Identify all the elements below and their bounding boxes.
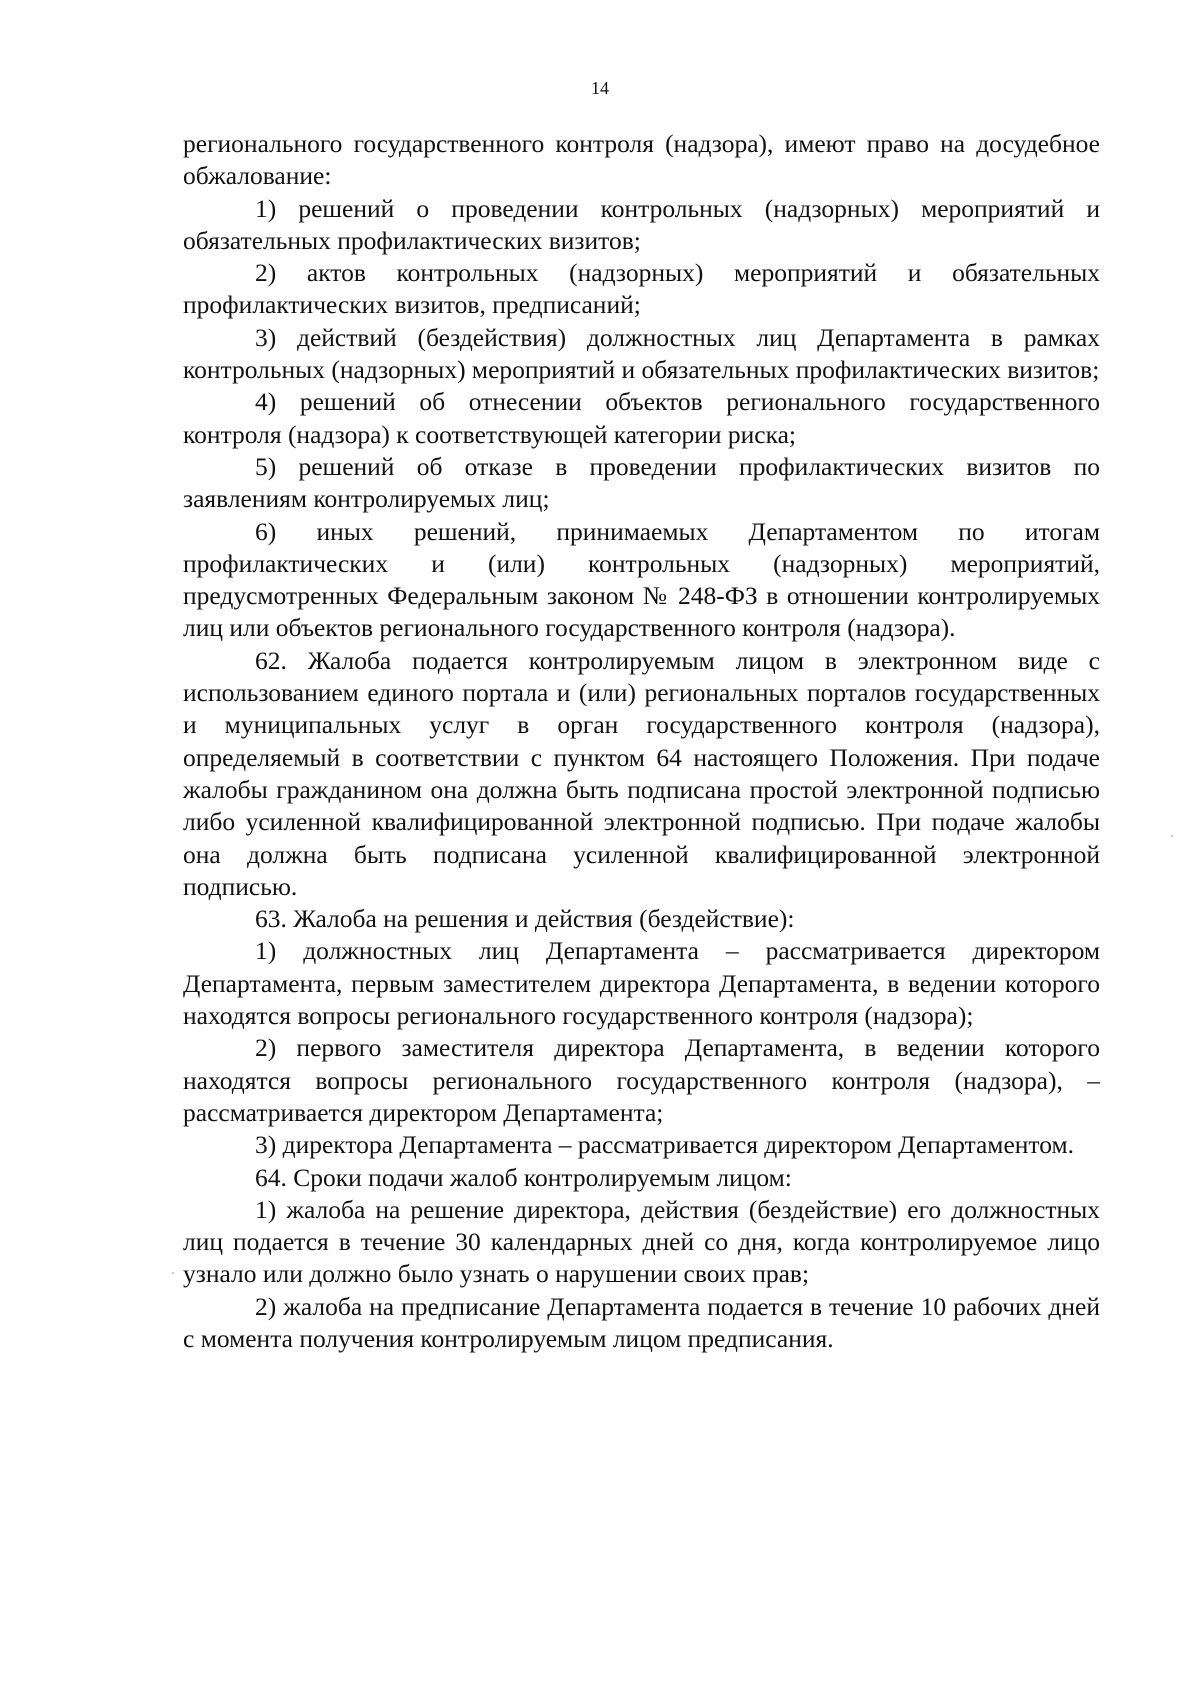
paragraph-item-5: 5) решений об отказе в проведении профилактических визитов по заявлениям контролируемых лиц; bbox=[183, 451, 1100, 514]
paragraph-item-2: 2) актов контрольных (надзорных) мероприятий и обязательных профилактических визитов, предписаний; bbox=[183, 258, 1100, 320]
paragraph-64: 64. Сроки подачи жалоб контролируемым лицом: bbox=[255, 1162, 792, 1192]
paragraph-63-item-2: 2) первого заместителя директора Департамента, в ведении которого находятся вопросы регионального государственного контроля (надзора), – рассматривается директором Департамента; bbox=[183, 1033, 1100, 1127]
paragraph-62: 62. Жалоба подается контролируемым лицом в электронном виде с использованием единого портала и (или) региональных порталов государственных и муниципальных услуг в орган государственного контроля (надзора), определяемый в соответствии с пунктом 64 настоящего Положения. При подаче жалобы гражданином она должна быть подписана простой электронной подписью либо усиленной квалифицированной электронной подписью. При подаче жалобы она должна быть подписана усиленной квалифицированной электронной подписью. bbox=[183, 645, 1100, 901]
paragraph-64-item-2: 2) жалоба на предписание Департамента подается в течение 10 рабочих дней с момента получения контролируемым лицом предписания. bbox=[183, 1291, 1100, 1353]
paragraph-item-1: 1) решений о проведении контрольных (надзорных) мероприятий и обязательных профилактических визитов; bbox=[183, 193, 1100, 255]
scan-speck bbox=[1171, 835, 1173, 837]
paragraph-item-3: 3) действий (бездействия) должностных лиц Департамента в рамках контрольных (надзорных) мероприятий и обязательных профилактических визитов; bbox=[183, 322, 1100, 385]
scan-speck bbox=[172, 1272, 174, 1274]
page-number: 14 bbox=[591, 78, 609, 98]
paragraph-item-4: 4) решений об отнесении объектов регионального государственного контроля (надзора) к соответствующей категории риска; bbox=[183, 387, 1100, 449]
paragraph-63-item-1: 1) должностных лиц Департамента – рассматривается директором Департамента, первым заместителем директора Департамента, в ведении которого находятся вопросы регионального государственного контроля (надзора); bbox=[183, 936, 1100, 1031]
paragraph-63: 63. Жалоба на решения и действия (бездействие): bbox=[255, 904, 795, 934]
paragraph-63-item-3: 3) директора Департамента – рассматривается директором Департаментом. bbox=[255, 1130, 1074, 1160]
paragraph-64-item-1: 1) жалоба на решение директора, действия (бездействие) его должностных лиц подается в течение 30 календарных дней со дня, когда контролируемое лицо узнало или должно было узнать о нарушении своих прав; bbox=[183, 1194, 1100, 1289]
paragraph-continuation: регионального государственного контроля (надзора), имеют право на досудебное обжалование: bbox=[183, 129, 1100, 191]
document-body bbox=[183, 128, 1100, 1355]
paragraph-item-6: 6) иных решений, принимаемых Департаментом по итогам профилактических и (или) контрольных (надзорных) мероприятий, предусмотренных Федеральным законом № 248-ФЗ в отношении контролируемых лиц или объектов регионального государственного контроля (надзора). bbox=[183, 516, 1100, 643]
